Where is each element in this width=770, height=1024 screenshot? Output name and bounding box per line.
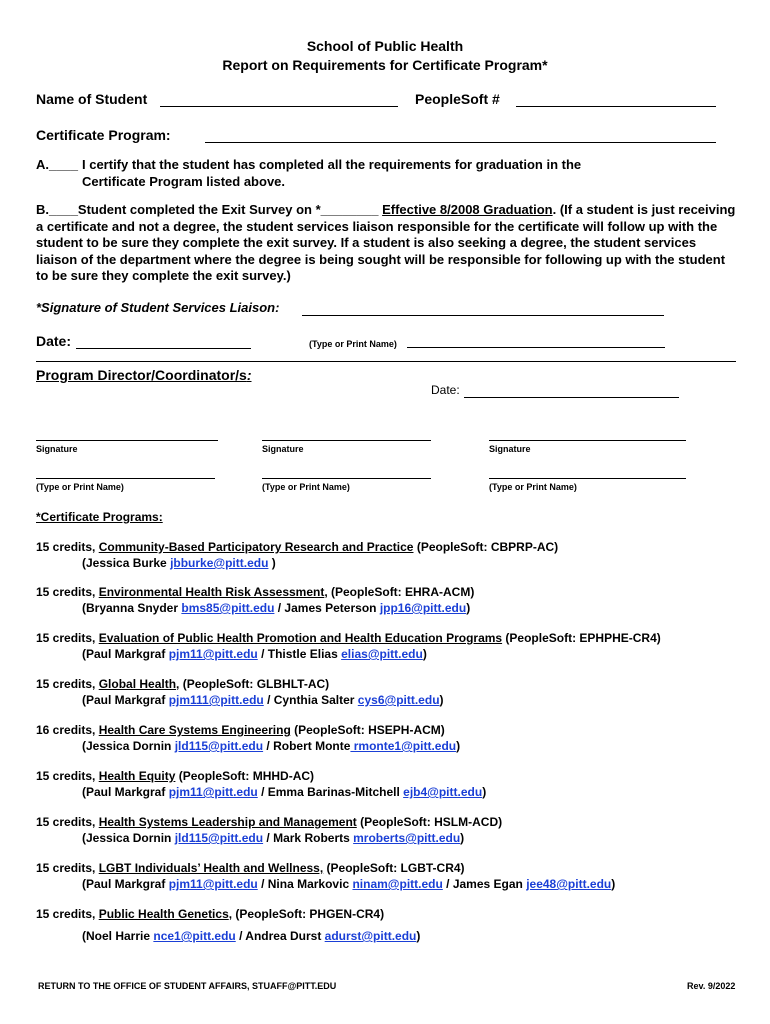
- contact-name: (Paul Markgraf: [82, 647, 169, 661]
- program-director-heading-colon: :: [246, 367, 252, 383]
- program-contacts: [82, 647, 427, 661]
- contact-name: / Mark Roberts: [263, 831, 354, 845]
- program-code: , (PeopleSoft: EHRA-ACM): [324, 585, 475, 599]
- contact-email-link[interactable]: ejb4@pitt.edu: [403, 785, 483, 799]
- contact-close: ): [422, 647, 427, 661]
- program-contacts: [82, 693, 444, 707]
- program-name: Global Health: [98, 677, 177, 691]
- program-name: Evaluation of Public Health Promotion and Health Education Programs: [98, 631, 503, 645]
- program-credits: 15 credits,: [36, 861, 99, 875]
- certificate-program-label: Certificate Program:: [36, 127, 171, 143]
- header-line-1: School of Public Health: [306, 38, 464, 54]
- contact-email-link[interactable]: ninam@pitt.edu: [352, 877, 443, 891]
- program-credits: 15 credits,: [36, 631, 99, 645]
- contact-close: ): [482, 785, 487, 799]
- contact-email-link[interactable]: nce1@pitt.edu: [153, 929, 236, 943]
- contact-name: / Cynthia Salter: [263, 693, 358, 707]
- program-name: Public Health Genetics: [98, 907, 229, 921]
- program-director-heading-text: Program Director/Coordinator/s: [36, 367, 247, 383]
- section-b-effective: Effective 8/2008 Graduation: [382, 202, 553, 217]
- contact-close: ): [466, 601, 471, 615]
- program-entry-title: [36, 540, 558, 554]
- program-entry-title: [36, 769, 314, 783]
- print-name-label-3: (Type or Print Name): [489, 482, 577, 492]
- contact-name: / Nina Markovic: [257, 877, 353, 891]
- peoplesoft-label: PeopleSoft #: [415, 91, 500, 107]
- contact-email-link[interactable]: pjm111@pitt.edu: [168, 693, 264, 707]
- director-date-label: Date:: [431, 383, 460, 397]
- contact-email-link[interactable]: rmonte1@pitt.edu: [350, 739, 457, 753]
- program-contacts: [82, 556, 276, 570]
- signature-field-2[interactable]: [262, 440, 431, 441]
- program-name: LGBT Individuals’ Health and Wellness,: [98, 861, 324, 875]
- contact-name: / Andrea Durst: [235, 929, 325, 943]
- contact-email-link[interactable]: adurst@pitt.edu: [324, 929, 417, 943]
- contact-close: ): [416, 929, 421, 943]
- contact-email-link[interactable]: pjm11@pitt.edu: [168, 647, 258, 661]
- contact-name: / James Egan: [442, 877, 527, 891]
- contact-email-link[interactable]: bms85@pitt.edu: [181, 601, 275, 615]
- contact-name: (Noel Harrie: [82, 929, 154, 943]
- contact-name: / James Peterson: [274, 601, 380, 615]
- contact-email-link[interactable]: mroberts@pitt.edu: [353, 831, 461, 845]
- program-entry-title: [36, 861, 465, 875]
- program-name: Environmental Health Risk Assessment: [98, 585, 325, 599]
- program-code: , (PeopleSoft: GLBHLT-AC): [176, 677, 330, 691]
- contact-name: (Jessica Dornin: [82, 739, 175, 753]
- signature-field-3[interactable]: [489, 440, 686, 441]
- program-contacts: [82, 739, 460, 753]
- program-name: Community-Based Participatory Research and Practice: [98, 540, 414, 554]
- contact-name: (Paul Markgraf: [82, 785, 169, 799]
- signature-label-3: Signature: [489, 444, 531, 454]
- contact-email-link[interactable]: jld115@pitt.edu: [174, 831, 264, 845]
- contact-name: / Thistle Elias: [257, 647, 342, 661]
- program-name: Health Systems Leadership and Management: [98, 815, 357, 829]
- contact-name: (Paul Markgraf: [82, 693, 169, 707]
- program-entry-title: [36, 815, 502, 829]
- program-credits: 16 credits,: [36, 723, 99, 737]
- signature-field-1[interactable]: [36, 440, 218, 441]
- contact-email-link[interactable]: cys6@pitt.edu: [357, 693, 440, 707]
- program-credits: 15 credits,: [36, 769, 99, 783]
- certificate-program-field[interactable]: [205, 142, 716, 143]
- print-name-label-1: (Type or Print Name): [36, 482, 124, 492]
- program-name: Health Equity: [98, 769, 176, 783]
- program-contacts: [82, 831, 464, 845]
- liaison-signature-field[interactable]: [302, 315, 664, 316]
- program-director-heading: [36, 367, 252, 383]
- program-credits: 15 credits,: [36, 540, 99, 554]
- section-b-text-start: Student completed the Exit Survey on *________: [77, 202, 383, 217]
- contact-email-link[interactable]: pjm11@pitt.edu: [168, 785, 258, 799]
- program-contacts: [82, 877, 615, 891]
- program-code: , (PeopleSoft: PHGEN-CR4): [228, 907, 385, 921]
- contact-email-link[interactable]: pjm11@pitt.edu: [168, 877, 258, 891]
- footer-return-text: RETURN TO THE OFFICE OF STUDENT AFFAIRS, STUAFF@PITT.EDU: [38, 981, 337, 991]
- signature-label-2: Signature: [262, 444, 304, 454]
- contact-name: (Bryanna Snyder: [82, 601, 182, 615]
- program-credits: 15 credits,: [36, 585, 99, 599]
- contact-name: / Robert Monte: [263, 739, 351, 753]
- section-a-line-2: Certificate Program listed above.: [82, 174, 286, 189]
- program-entry-title: [36, 631, 661, 645]
- liaison-print-name-field[interactable]: [407, 347, 665, 348]
- section-b-prefix: B.____: [36, 202, 78, 217]
- section-a-line-1: I certify that the student has completed all the requirements for graduation in the: [82, 157, 582, 172]
- program-code: (PeopleSoft: HSEPH-ACM): [290, 723, 445, 737]
- contact-email-link[interactable]: jbburke@pitt.edu: [170, 556, 269, 570]
- print-name-field-1[interactable]: [36, 478, 215, 479]
- program-credits: 15 credits,: [36, 815, 99, 829]
- program-contacts: [82, 929, 420, 943]
- section-divider: [36, 361, 736, 362]
- contact-email-link[interactable]: elias@pitt.edu: [341, 647, 423, 661]
- print-name-field-3[interactable]: [489, 478, 686, 479]
- certificate-programs-heading: *Certificate Programs:: [36, 510, 163, 524]
- program-entry-title: [36, 723, 445, 737]
- header-line-2: Report on Requirements for Certificate Program*: [222, 57, 548, 73]
- contact-close: ): [439, 693, 444, 707]
- print-name-label-2: (Type or Print Name): [262, 482, 350, 492]
- liaison-signature-label: *Signature of Student Services Liaison:: [36, 300, 280, 315]
- director-date-field[interactable]: [464, 397, 679, 398]
- program-credits: 15 credits,: [36, 907, 99, 921]
- program-code: (PeopleSoft: LGBT-CR4): [323, 861, 465, 875]
- contact-close: ): [268, 556, 276, 570]
- contact-email-link[interactable]: jpp16@pitt.edu: [379, 601, 467, 615]
- section-b-text-rest: . (If a student is just receiving a certificate and not a degree, the student services liaison responsible for the certificate will follow up with the student to be sure they complete the exit survey. If a student is also seeking a degree, the student services liaison of the department where the degree is being sought will be responsible for following up with the student to be sure they complete the exit survey.): [36, 202, 736, 283]
- program-contacts: [82, 785, 486, 799]
- program-code: (PeopleSoft: HSLM-ACD): [356, 815, 503, 829]
- contact-email-link[interactable]: jee48@pitt.edu: [526, 877, 612, 891]
- program-credits: 15 credits,: [36, 677, 99, 691]
- section-b-paragraph: [36, 202, 736, 285]
- signature-label-1: Signature: [36, 444, 78, 454]
- liaison-type-print-label: (Type or Print Name): [309, 339, 397, 349]
- contact-close: ): [460, 831, 465, 845]
- contact-name: (Jessica Dornin: [82, 831, 175, 845]
- program-contacts: [82, 601, 470, 615]
- footer-revision: Rev. 9/2022: [687, 981, 736, 991]
- program-code: (PeopleSoft: MHHD-AC): [175, 769, 315, 783]
- student-name-field[interactable]: [160, 106, 398, 107]
- section-a-prefix: A.____: [36, 157, 78, 172]
- contact-name: (Paul Markgraf: [82, 877, 169, 891]
- program-code: (PeopleSoft: CBPRP-AC): [413, 540, 559, 554]
- peoplesoft-field[interactable]: [516, 106, 716, 107]
- program-entry-title: [36, 677, 329, 691]
- print-name-field-2[interactable]: [262, 478, 431, 479]
- program-code: (PeopleSoft: EPHPHE-CR4): [502, 631, 661, 645]
- contact-close: ): [456, 739, 461, 753]
- student-name-label: Name of Student: [36, 91, 148, 107]
- contact-close: ): [611, 877, 616, 891]
- liaison-date-label: Date:: [36, 333, 72, 349]
- contact-email-link[interactable]: jld115@pitt.edu: [174, 739, 264, 753]
- liaison-date-field[interactable]: [76, 348, 251, 349]
- contact-name: (Jessica Burke: [82, 556, 171, 570]
- contact-name: / Emma Barinas-Mitchell: [257, 785, 404, 799]
- program-entry-title: [36, 585, 474, 599]
- program-entry-title: [36, 907, 384, 921]
- program-name: Health Care Systems Engineering: [98, 723, 291, 737]
